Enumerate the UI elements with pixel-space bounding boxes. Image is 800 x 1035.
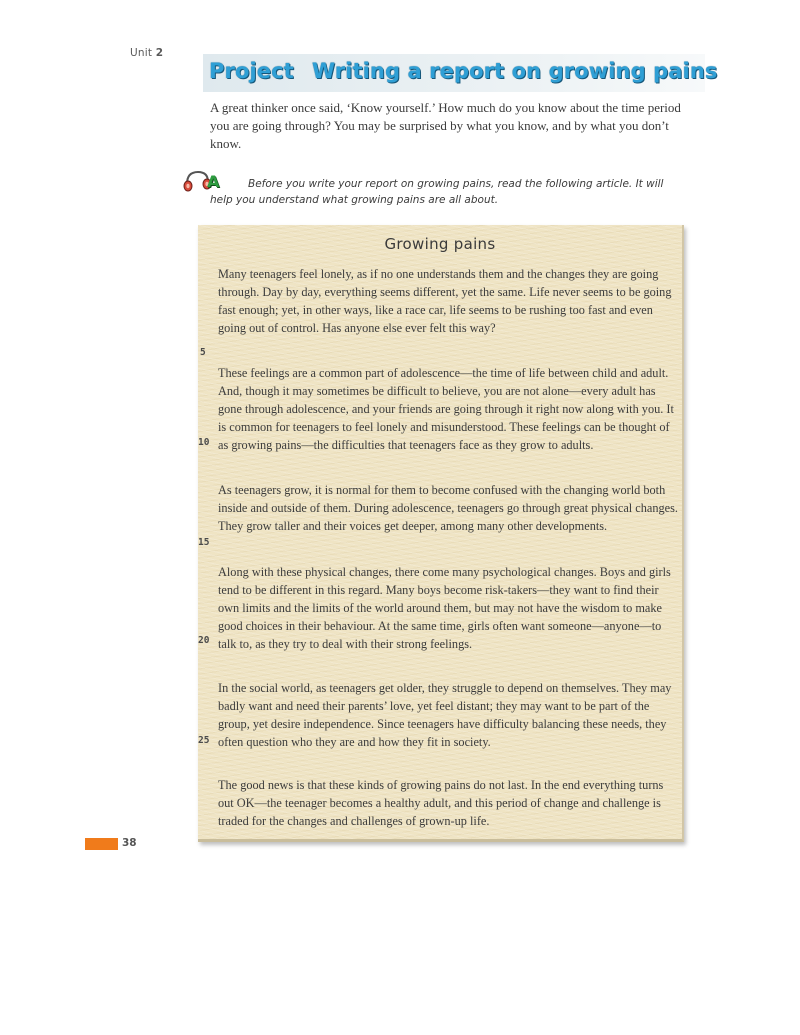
project-word: Project — [209, 59, 294, 83]
article-title: Growing pains — [384, 235, 496, 253]
article-paragraph-4: Along with these physical changes, there come many psychological changes. Boys and girls tend to be different in this regard. Many boys become risk-takers—they want to find their own limits and the limits of the world around them, but may not have the wisdom to make good choices in their behaviour. At the same time, girls often want someone—anyone—to talk to, as they try to deal with their strong feelings. — [218, 565, 671, 651]
article-paragraph-3: As teenagers grow, it is normal for them to become confused with the changing world both inside and outside of them. During adolescence, teenagers go through great physical changes. They grow taller and their voices get deeper, among many other developments. — [218, 483, 678, 533]
unit-label — [130, 47, 163, 59]
line-number-15: 15 — [198, 537, 210, 548]
page-title — [209, 59, 718, 83]
unit-word: Unit — [130, 47, 153, 59]
instruction-text: Before you write your report on growing pains, read the following article. It will help you understand what growing pains are all about. — [210, 178, 664, 206]
intro-paragraph: A great thinker once said, ‘Know yourself.’ How much do you know about the time period you are going through? You may be surprised by what you know, and by what you don’t know. — [210, 100, 681, 151]
article-paragraph-6: The good news is that these kinds of growing pains do not last. In the end everything turns out OK—the teenager becomes a healthy adult, and this period of change and challenge is traded for the changes and challenges of grown-up life. — [218, 778, 664, 828]
section-letter-badge: A — [207, 172, 220, 191]
line-number-25: 25 — [198, 735, 210, 746]
page-accent-bar — [85, 838, 118, 850]
article-paragraph-1: Many teenagers feel lonely, as if no one understands them and the changes they are going through. Day by day, everything seems different, yet the same. Life never seems to be going fast enough; yet, in other ways, like a race car, life seems to be rushing too fast and even going out of control. Has anyone else ever felt this way? — [218, 267, 672, 335]
line-number-20: 20 — [198, 635, 210, 646]
article-paragraph-2: These feelings are a common part of adolescence—the time of life between child and adult. And, though it may sometimes be difficult to believe, you are not alone—every adult has gone through adolescence, and your friends are going through it right now along with you. It is common for teenagers to feel lonely and misunderstood. These feelings can be thought of as growing pains—the difficulties that teenagers face as they grow to adults. — [218, 366, 674, 452]
unit-number: 2 — [155, 47, 164, 59]
line-number-5: 5 — [200, 347, 206, 358]
line-number-10: 10 — [198, 437, 210, 448]
page-number: 38 — [122, 837, 137, 849]
article-paragraph-5: In the social world, as teenagers get older, they struggle to depend on themselves. They may badly want and need their parents’ love, yet feel distant; they may want to be part of the group, yet desire independence. Since teenagers have difficulty balancing these needs, they often question who they are and how they fit in society. — [218, 681, 672, 749]
project-topic: Writing a report on growing pains — [311, 59, 718, 83]
